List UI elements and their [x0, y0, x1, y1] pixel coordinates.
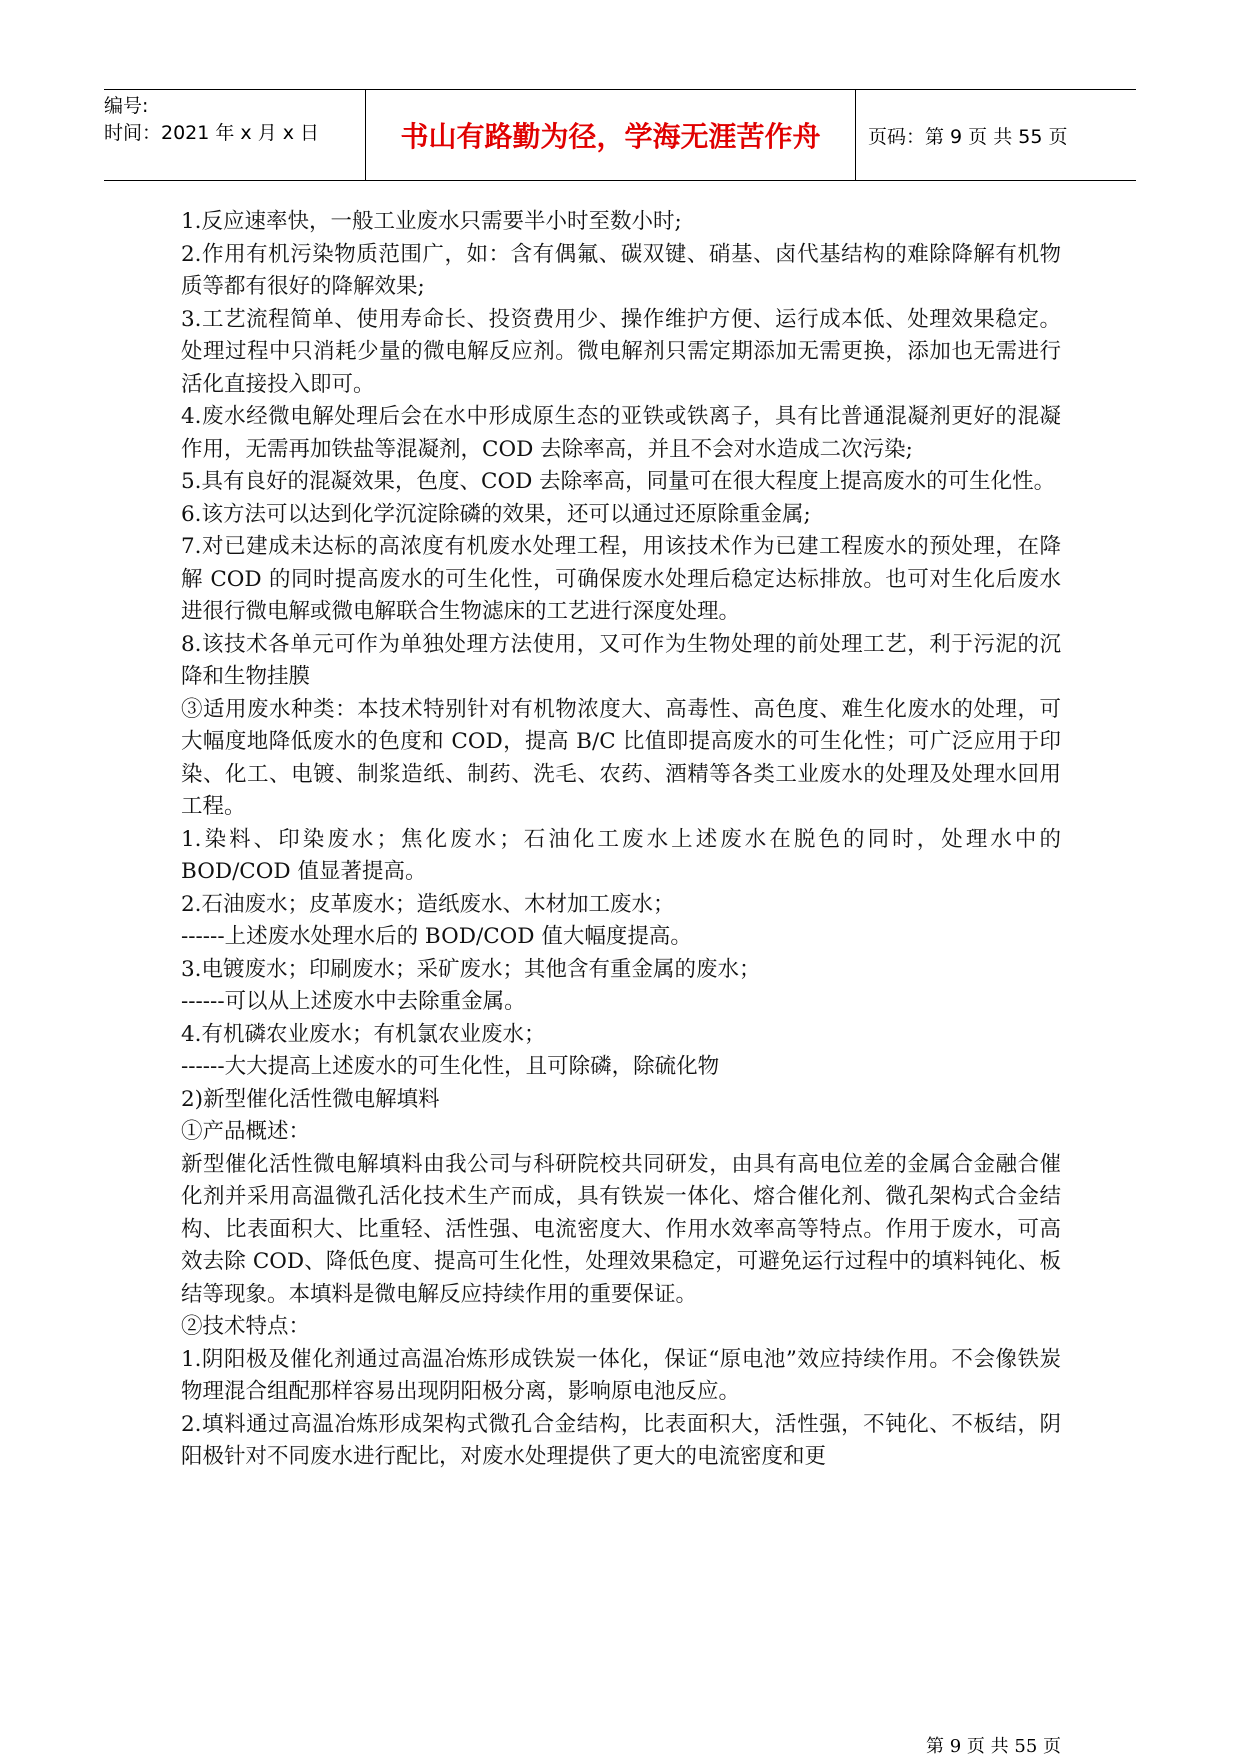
header-page-label: 页码：第 9 页 共 55 页	[868, 125, 1068, 148]
paragraph: 新型催化活性微电解填料由我公司与科研院校共同研发，由具有高电位差的金属合金融合催化剂并采用高温微孔活化技术生产而成，具有铁炭一体化、熔合催化剂、微孔架构式合金结构、比表面积大、比重轻、活性强、电流密度大、作用水效率高等特点。作用于废水，可高效去除 COD、降低色度、提高可生化性，处理效果稳定，可避免运行过程中的填料钝化、板结等现象。本填料是微电解反应持续作用的重要保证。	[181, 1151, 1061, 1307]
paragraph: 2.作用有机污染物质范围广，如：含有偶氟、碳双键、硝基、卤代基结构的难除降解有机物质等都有很好的降解效果;	[181, 241, 1061, 299]
paragraph: 4.废水经微电解处理后会在水中形成原生态的亚铁或铁离子，具有比普通混凝剂更好的混凝作用，无需再加铁盐等混凝剂，COD 去除率高，并且不会对水造成二次污染;	[181, 404, 1061, 462]
paragraph: ①产品概述：	[181, 1119, 311, 1144]
paragraph: 2.填料通过高温冶炼形成架构式微孔合金结构，比表面积大，活性强，不钝化、不板结，阴阳极针对不同废水进行配比，对废水处理提供了更大的电流密度和更	[181, 1411, 1061, 1469]
paragraph: 3.工艺流程简单、使用寿命长、投资费用少、操作维护方便、运行成本低、处理效果稳定。处理过程中只消耗少量的微电解反应剂。微电解剂只需定期添加无需更换，添加也无需进行活化直接投入即可。	[181, 306, 1061, 397]
page-footer: 第 9 页 共 55 页	[926, 1736, 1061, 1757]
paragraph: 1.阴阳极及催化剂通过高温冶炼形成铁炭一体化，保证“原电池”效应持续作用。不会像铁炭物理混合组配那样容易出现阴阳极分离，影响原电池反应。	[181, 1346, 1061, 1404]
paragraph: 2)新型催化活性微电解填料	[181, 1086, 440, 1112]
header-info	[104, 90, 366, 180]
paragraph: ------可以从上述废水中去除重金属。	[181, 989, 526, 1014]
paragraph: ③适用废水种类：本技术特别针对有机物浓度大、高毒性、高色度、难生化废水的处理，可大幅度地降低废水的色度和 COD，提高 B/C 比值即提高废水的可生化性；可广泛应用于印染、化工、电镀、制浆造纸、制药、洗毛、农药、酒精等各类工业废水的处理及处理水回用工程。	[181, 696, 1061, 819]
paragraph: 3.电镀废水；印刷废水；采矿废水；其他含有重金属的废水；	[181, 956, 761, 982]
header-motto: 书山有路勤为径，学海无涯苦作舟	[366, 90, 856, 180]
paragraph: ------大大提高上述废水的可生化性，且可除磷，除硫化物	[181, 1054, 720, 1079]
number-label: 编号:	[104, 95, 149, 117]
paragraph: 1.反应速率快，一般工业废水只需要半小时至数小时;	[181, 209, 682, 234]
paragraph: 1.染料、印染废水；焦化废水；石油化工废水上述废水在脱色的同时，处理水中的 BOD/COD 值显著提高。	[181, 826, 1061, 884]
paragraph: 8.该技术各单元可作为单独处理方法使用，又可作为生物处理的前处理工艺，利于污泥的沉降和生物挂膜	[181, 631, 1061, 689]
paragraph: 5.具有良好的混凝效果，色度、COD 去除率高，同量可在很大程度上提高废水的可生化性。	[181, 469, 1056, 494]
paragraph: 2.石油废水；皮革废水；造纸废水、木材加工废水；	[181, 891, 675, 917]
page-header	[104, 89, 1136, 181]
paragraph: 7.对已建成未达标的高浓度有机废水处理工程，用该技术作为已建工程废水的预处理，在降解 COD 的同时提高废水的可生化性，可确保废水处理后稳定达标排放。也可对生化后废水进很行微电解或微电解联合生物滤床的工艺进行深度处理。	[181, 534, 1061, 624]
paragraph: 4.有机磷农业废水；有机氯农业废水；	[181, 1021, 546, 1047]
body-text	[181, 206, 1061, 1474]
paragraph: 6.该方法可以达到化学沉淀除磷的效果，还可以通过还原除重金属;	[181, 501, 811, 527]
time-label: 时间：2021 年 x 月 x 日	[104, 122, 320, 144]
paragraph: ------上述废水处理水后的 BOD/COD 值大幅度提高。	[181, 924, 692, 949]
paragraph: ②技术特点：	[181, 1314, 311, 1339]
